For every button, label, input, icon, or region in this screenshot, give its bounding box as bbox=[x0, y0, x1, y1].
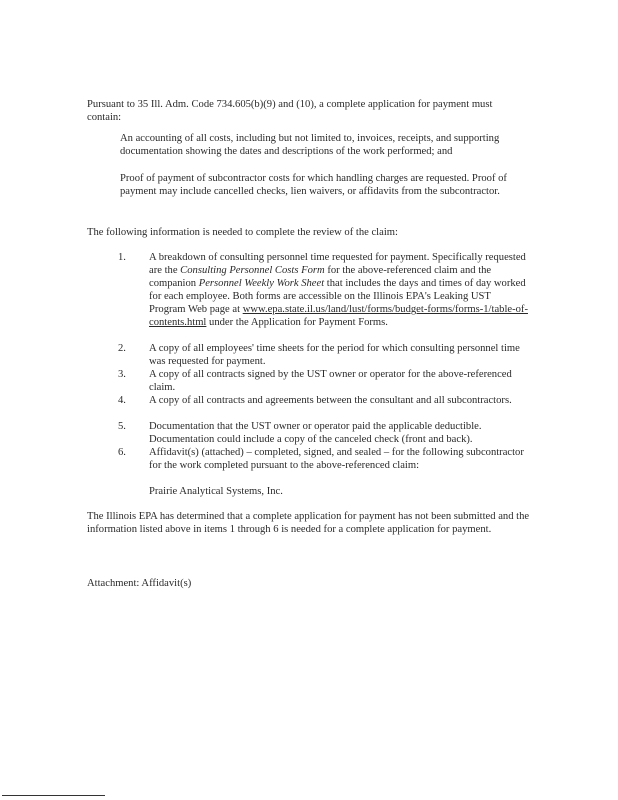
attachment-line: Attachment: Affidavit(s) bbox=[87, 578, 192, 589]
list-item-number: 2. bbox=[118, 343, 126, 354]
list-item-text: A copy of all contracts and agreements between the consultant and all subcontractors. bbox=[149, 395, 512, 406]
list-item-text: A copy of all contracts signed by the UST owner or operator for the above-referenced claim. bbox=[149, 369, 512, 393]
intro-paragraph: Pursuant to 35 Ill. Adm. Code 734.605(b)(9) and (10), a complete application for payment must contain: bbox=[87, 99, 493, 123]
footnote-divider bbox=[2, 795, 105, 796]
conclusion-paragraph: The Illinois EPA has determined that a complete application for payment has not been submitted and the information listed above in items 1 through 6 is needed for a complete application for payment. bbox=[87, 511, 530, 535]
list-item-number: 4. bbox=[118, 395, 126, 406]
list-item-text bbox=[149, 251, 529, 329]
list-item-number: 3. bbox=[118, 369, 126, 380]
list-item-text-part: that includes the days and times of day worked for each employee. Both forms are accessible on the Illinois EPA's Leaking UST Program Web page at bbox=[149, 278, 526, 315]
forms-url-link[interactable]: www.epa.state.il.us/land/lust/forms/budget-forms/forms-1/table-of-contents.html bbox=[149, 304, 528, 328]
list-item-number: 1. bbox=[118, 252, 126, 263]
following-intro: The following information is needed to complete the review of the claim: bbox=[87, 227, 398, 238]
list-item-text: Affidavit(s) (attached) – completed, signed, and sealed – for the following subcontractor for the work completed pursuant to the above-referenced claim: bbox=[149, 447, 524, 471]
list-item-number: 5. bbox=[118, 421, 126, 432]
list-item-text: Documentation that the UST owner or operator paid the applicable deductible. Documentation could include a copy of the canceled check (front and back). bbox=[149, 421, 482, 445]
list-item-text: A copy of all employees' time sheets for the period for which consulting personnel time was requested for payment. bbox=[149, 343, 520, 367]
list-item-number: 6. bbox=[118, 447, 126, 458]
list-item-text-part: for the above-referenced claim and the companion bbox=[149, 265, 492, 289]
list-item-text-part: under the Application for Payment Forms. bbox=[206, 317, 388, 328]
weekly-work-sheet-name: Personnel Weekly Work Sheet bbox=[198, 278, 325, 289]
requirement-proof-of-payment: Proof of payment of subcontractor costs for which handling charges are requested. Proof of payment may include cancelled checks, lien waivers, or affidavits from the subcontractor. bbox=[120, 173, 507, 197]
consulting-costs-form-name: Consulting Personnel Costs Form bbox=[180, 265, 325, 276]
list-item-text-part: A breakdown of consulting personnel time requested for payment. Specifically requested are the bbox=[149, 252, 526, 276]
requirement-accounting: An accounting of all costs, including but not limited to, invoices, receipts, and supporting documentation showing the dates and descriptions of the work performed; and bbox=[120, 133, 500, 157]
subcontractor-name: Prairie Analytical Systems, Inc. bbox=[149, 486, 283, 497]
